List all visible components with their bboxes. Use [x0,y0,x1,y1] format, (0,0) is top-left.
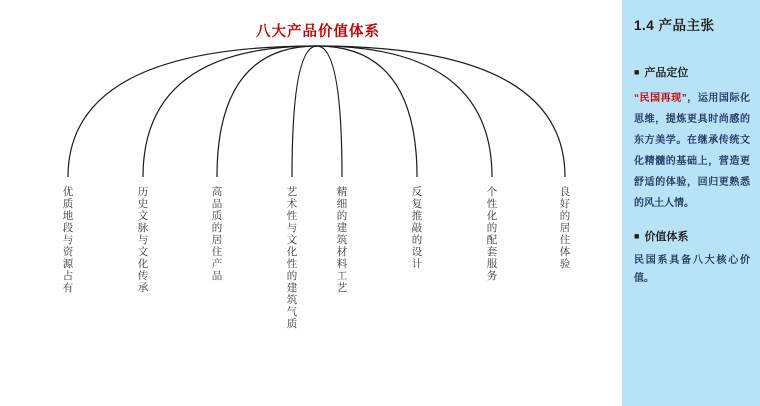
value-item-label-5: 精细的建筑材料工艺 [335,186,348,294]
fan-curve [317,46,342,177]
section-product-positioning-title [634,64,750,80]
fan-curve [292,46,317,177]
value-item-label-3: 高品质的居住产品 [210,186,223,282]
bullet-square-icon: ■ [634,66,640,77]
value-item-label-7: 个性化的配套服务 [485,186,498,282]
section-value-system-title [634,228,750,244]
value-item-label-8: 良好的居住体验 [558,186,571,270]
fan-curve [317,46,492,177]
value-item-label-2: 历史文脉与文化传承 [136,186,149,294]
value-item-label-1: 优质地段与资源占有 [61,186,74,294]
fan-curve [217,46,317,177]
highlight-text: “民国再现” [634,93,687,104]
panel-title: 1.4 产品主张 [634,18,715,33]
section-body-text: ，运用国际化思维，提炼更具时尚感的东方美学。在继承传统文化精髓的基础上，营造更舒适的体验，回归更熟悉的风土人情。 [634,93,751,209]
fan-curve [68,46,317,177]
fan-curve [143,46,317,177]
fan-curve [317,46,417,177]
fan-curve [317,46,565,177]
section-value-system-body: 民国系具备八大核心价值。 [634,255,750,284]
summary-panel [622,0,760,406]
value-item-label-4: 艺术性与文化性的建筑气质 [285,186,298,330]
diagram-title: 八大产品价值体系 [256,24,380,40]
bullet-square-icon: ■ [634,230,640,241]
section-title: 价值体系 [644,231,689,243]
section-product-positioning-body [634,88,750,214]
value-item-label-6: 反复推敲的设计 [410,186,423,270]
section-title: 产品定位 [644,67,689,79]
